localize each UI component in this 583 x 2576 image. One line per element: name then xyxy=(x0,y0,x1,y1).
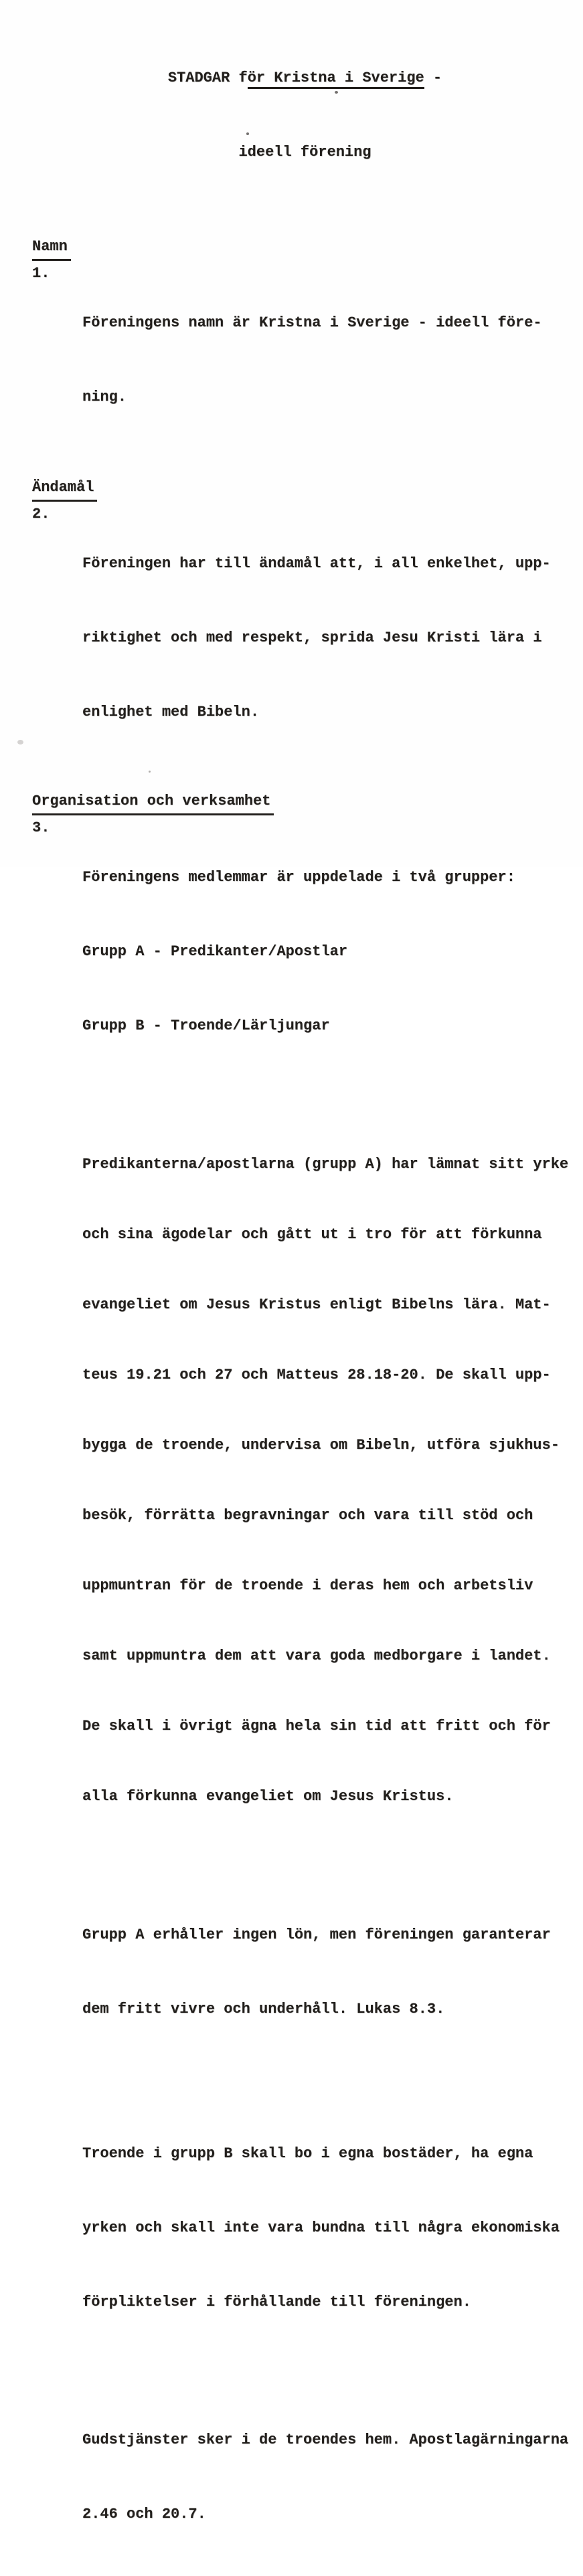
title-line-1 xyxy=(27,66,583,90)
document-title xyxy=(27,16,583,214)
scan-smudge xyxy=(17,740,23,745)
text-line: Grupp A - Predikanter/Apostlar xyxy=(82,943,348,960)
text-line: alla förkunna evangeliet om Jesus Kristus. xyxy=(82,1788,454,1805)
section-heading-andamal: Ändamål xyxy=(32,475,97,502)
text-line: förpliktelser i förhållande till föreningen. xyxy=(82,2294,471,2310)
scan-speckle xyxy=(246,132,249,135)
section-andamal xyxy=(32,475,583,774)
text-line: Gudstjänster sker i de troendes hem. Apostlagärningarna xyxy=(82,2432,569,2448)
text-line: Föreningen har till ändamål att, i all enkelhet, upp- xyxy=(82,555,551,572)
section-organisation xyxy=(32,789,583,1088)
text-line: uppmuntran för de troende i deras hem och arbetsliv xyxy=(82,1577,533,1594)
text-line: riktighet och med respekt, sprida Jesu Kristi lära i xyxy=(82,629,542,646)
title-line-2: ideell förening xyxy=(238,144,371,161)
text-line: Troende i grupp B skall bo i egna bostäder, ha egna xyxy=(82,2145,533,2162)
scan-speckle xyxy=(149,771,151,773)
text-line: samt uppmuntra dem att vara goda medborgare i landet. xyxy=(82,1648,551,1664)
numbered-item-2 xyxy=(32,502,583,774)
text-line: evangeliet om Jesus Kristus enligt Bibelns lära. Mat- xyxy=(82,1296,551,1313)
paragraph-gudstjanster xyxy=(82,2378,583,2576)
scan-speckle xyxy=(335,91,338,94)
text-line: enlighet med Bibeln. xyxy=(82,704,260,720)
item-number: 2. xyxy=(32,506,50,522)
text-line: Föreningens medlemmar är uppdelade i två grupper: xyxy=(82,869,515,886)
paragraph-grupp-a-lon xyxy=(82,1873,583,2071)
text-line: yrken och skall inte vara bundna till några ekonomiska xyxy=(82,2219,560,2236)
text-line: ning. xyxy=(82,389,127,405)
title-text-end: - xyxy=(424,70,442,86)
text-line: besök, förrätta begravningar och vara till stöd och xyxy=(82,1507,533,1524)
text-line: 2.46 och 20.7. xyxy=(82,2506,206,2522)
text-line: Grupp A erhåller ingen lön, men föreningen garanterar xyxy=(82,1926,551,1943)
paragraph-troende-grupp-b xyxy=(82,2092,583,2364)
item-number: 1. xyxy=(32,265,50,282)
numbered-item-1 xyxy=(32,261,583,459)
section-heading-namn: Namn xyxy=(32,234,71,261)
text-line: Grupp B - Troende/Lärljungar xyxy=(82,1017,330,1034)
section-namn xyxy=(32,234,583,459)
text-line: teus 19.21 och 27 och Matteus 28.18-20. De skall upp- xyxy=(82,1367,551,1383)
item-number: 3. xyxy=(32,819,50,836)
text-line: bygga de troende, undervisa om Bibeln, utföra sjukhus- xyxy=(82,1437,560,1454)
item-body xyxy=(82,815,515,1088)
title-text-underlined: ör Kristna i Sverige xyxy=(248,70,424,89)
item-body xyxy=(82,502,551,774)
paragraph-predikanterna xyxy=(82,1106,583,1855)
numbered-item-3 xyxy=(32,815,583,1088)
text-line: De skall i övrigt ägna hela sin tid att fritt och för xyxy=(82,1718,551,1735)
text-line: och sina ägodelar och gått ut i tro för att förkunna xyxy=(82,1226,542,1243)
text-line: dem fritt vivre och underhåll. Lukas 8.3. xyxy=(82,2001,445,2017)
text-line: Föreningens namn är Kristna i Sverige - ideell före- xyxy=(82,314,542,331)
text-line: Predikanterna/apostlarna (grupp A) har lämnat sitt yrke xyxy=(82,1156,569,1173)
section-heading-organisation: Organisation och verksamhet xyxy=(32,789,274,815)
item-body xyxy=(82,261,542,459)
title-text-start: STADGAR f xyxy=(167,70,248,86)
